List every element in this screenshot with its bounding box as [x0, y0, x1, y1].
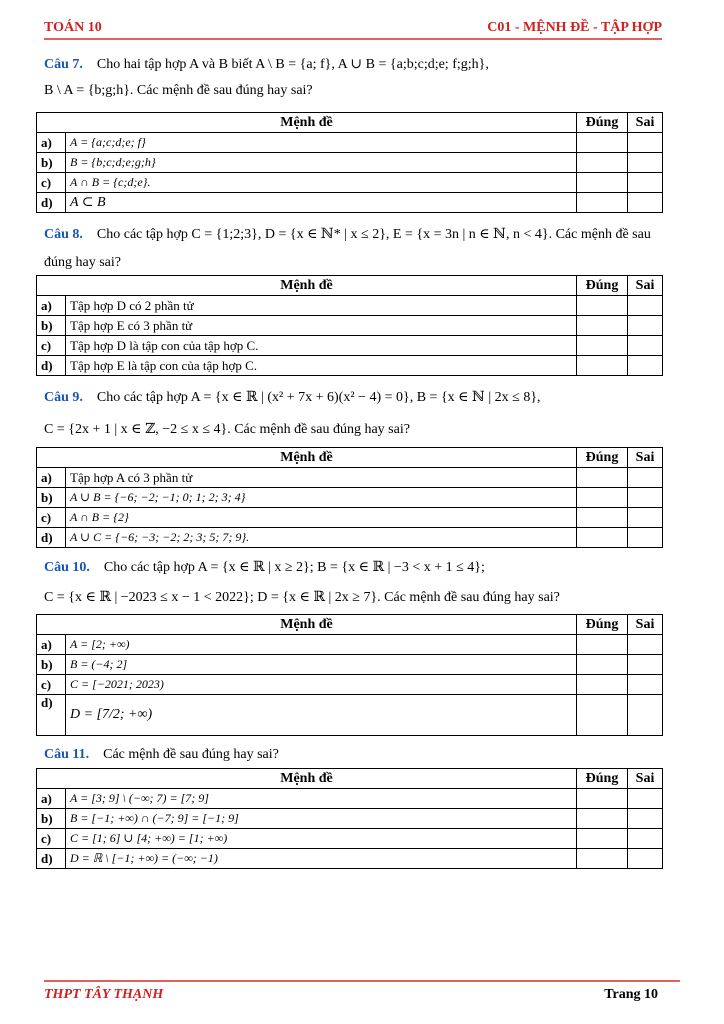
col-false: Sai: [628, 615, 663, 635]
question-number: Câu 11.: [44, 747, 90, 762]
row-statement: A ∪ B = {−6; −2; −1; 0; 1; 2; 3; 4}: [66, 488, 577, 508]
table-row: [37, 488, 663, 508]
row-statement: D = [7/2; +∞): [66, 695, 577, 736]
row-key: b): [37, 153, 66, 173]
col-statement: Mệnh đề: [37, 769, 577, 789]
row-statement: Tập hợp D có 2 phần tử: [66, 296, 577, 316]
question-text-line2: đúng hay sai?: [44, 255, 121, 270]
table-row: [37, 336, 663, 356]
col-statement: Mệnh đề: [37, 113, 577, 133]
page-header: [44, 18, 662, 40]
true-cell[interactable]: [577, 849, 628, 869]
row-key: a): [37, 468, 66, 488]
col-true: Đúng: [577, 615, 628, 635]
col-statement: Mệnh đề: [37, 615, 577, 635]
true-cell[interactable]: [577, 336, 628, 356]
table-row: [37, 655, 663, 675]
true-cell[interactable]: [577, 528, 628, 548]
table-row: [37, 356, 663, 376]
col-statement: Mệnh đề: [37, 448, 577, 468]
question-7: [44, 56, 666, 100]
row-statement: B = {b;c;d;e;g;h}: [66, 153, 577, 173]
question-text-line2: C = {2x + 1 | x ∈ ℤ, −2 ≤ x ≤ 4}. Các mệnh đề sau đúng hay sai?: [44, 422, 410, 437]
row-statement: Tập hợp A có 3 phần tử: [66, 468, 577, 488]
question-7-table: [36, 112, 663, 213]
true-cell[interactable]: [577, 675, 628, 695]
true-cell[interactable]: [577, 468, 628, 488]
col-false: Sai: [628, 769, 663, 789]
false-cell[interactable]: [628, 468, 663, 488]
question-text: Cho hai tập hợp A và B biết A \ B = {a; f}, A ∪ B = {a;b;c;d;e; f;g;h},: [96, 57, 489, 72]
table-row: [37, 508, 663, 528]
false-cell[interactable]: [628, 356, 663, 376]
question-text-line2: B \ A = {b;g;h}. Các mệnh đề sau đúng hay sai?: [44, 83, 313, 98]
row-key: c): [37, 675, 66, 695]
false-cell[interactable]: [628, 296, 663, 316]
false-cell[interactable]: [628, 849, 663, 869]
row-statement: C = [1; 6] ∪ [4; +∞) = [1; +∞): [66, 829, 577, 849]
true-cell[interactable]: [577, 133, 628, 153]
true-cell[interactable]: [577, 153, 628, 173]
table-row: [37, 468, 663, 488]
question-11-table: [36, 768, 663, 869]
true-cell[interactable]: [577, 829, 628, 849]
col-false: Sai: [628, 276, 663, 296]
false-cell[interactable]: [628, 695, 663, 736]
question-number: Câu 10.: [44, 560, 90, 575]
row-key: b): [37, 655, 66, 675]
true-cell[interactable]: [577, 695, 628, 736]
question-10: [44, 559, 666, 607]
false-cell[interactable]: [628, 316, 663, 336]
false-cell[interactable]: [628, 655, 663, 675]
row-statement: A ∩ B = {2}: [66, 508, 577, 528]
false-cell[interactable]: [628, 153, 663, 173]
question-10-table: [36, 614, 663, 736]
table-row: [37, 528, 663, 548]
table-row: [37, 829, 663, 849]
row-key: b): [37, 316, 66, 336]
row-statement: A ∩ B = {c;d;e}.: [66, 173, 577, 193]
footer-school: THPT TÂY THẠNH: [44, 987, 164, 1002]
question-text: Cho các tập hợp C = {1;2;3}, D = {x ∈ ℕ* | x ≤ 2}, E = {x = 3n | n ∈ ℕ, n < 4}. Các mệnh đề sau: [96, 227, 651, 242]
col-true: Đúng: [577, 448, 628, 468]
false-cell[interactable]: [628, 173, 663, 193]
false-cell[interactable]: [628, 675, 663, 695]
row-statement: A = [3; 9] \ (−∞; 7) = [7; 9]: [66, 789, 577, 809]
row-key: a): [37, 133, 66, 153]
row-key: c): [37, 829, 66, 849]
row-key: a): [37, 789, 66, 809]
row-key: d): [37, 528, 66, 548]
table-row: [37, 809, 663, 829]
false-cell[interactable]: [628, 528, 663, 548]
table-row: [37, 675, 663, 695]
question-text: Cho các tập hợp A = {x ∈ ℝ | (x² + 7x + 6)(x² − 4) = 0}, B = {x ∈ ℕ | 2x ≤ 8},: [96, 390, 541, 405]
col-false: Sai: [628, 113, 663, 133]
row-statement: Tập hợp D là tập con của tập hợp C.: [66, 336, 577, 356]
table-row: [37, 849, 663, 869]
true-cell[interactable]: [577, 296, 628, 316]
true-cell[interactable]: [577, 316, 628, 336]
false-cell[interactable]: [628, 635, 663, 655]
table-row: [37, 316, 663, 336]
true-cell[interactable]: [577, 193, 628, 213]
false-cell[interactable]: [628, 829, 663, 849]
false-cell[interactable]: [628, 488, 663, 508]
row-statement: A = {a;c;d;e; f}: [66, 133, 577, 153]
page-number: Trang 10: [604, 987, 658, 1002]
row-key: d): [37, 849, 66, 869]
false-cell[interactable]: [628, 789, 663, 809]
question-number: Câu 8.: [44, 227, 83, 242]
true-cell[interactable]: [577, 173, 628, 193]
false-cell[interactable]: [628, 336, 663, 356]
table-row: [37, 296, 663, 316]
table-row: [37, 193, 663, 213]
row-statement: A ∪ C = {−6; −3; −2; 2; 3; 5; 7; 9}.: [66, 528, 577, 548]
table-row: [37, 695, 663, 736]
table-row: [37, 789, 663, 809]
question-number: Câu 9.: [44, 390, 83, 405]
col-true: Đúng: [577, 113, 628, 133]
row-statement: Tập hợp E là tập con của tập hợp C.: [66, 356, 577, 376]
col-false: Sai: [628, 448, 663, 468]
question-number: Câu 7.: [44, 57, 83, 72]
table-row: [37, 173, 663, 193]
col-true: Đúng: [577, 276, 628, 296]
true-cell[interactable]: [577, 508, 628, 528]
row-key: d): [37, 356, 66, 376]
true-cell[interactable]: [577, 789, 628, 809]
table-row: [37, 133, 663, 153]
row-statement: B = [−1; +∞) ∩ (−7; 9] = [−1; 9]: [66, 809, 577, 829]
true-cell[interactable]: [577, 488, 628, 508]
page-footer: [44, 980, 680, 1010]
row-statement: A ⊂ B: [66, 193, 577, 213]
row-key: b): [37, 488, 66, 508]
table-row: [37, 635, 663, 655]
row-key: a): [37, 296, 66, 316]
header-chapter: C01 - MỆNH ĐỀ - TẬP HỢP: [487, 20, 662, 35]
row-key: b): [37, 809, 66, 829]
header-subject: TOÁN 10: [44, 20, 102, 35]
question-text: Các mệnh đề sau đúng hay sai?: [103, 747, 279, 762]
true-cell[interactable]: [577, 655, 628, 675]
true-cell[interactable]: [577, 635, 628, 655]
col-true: Đúng: [577, 769, 628, 789]
row-statement: D = ℝ \ [−1; +∞) = (−∞; −1): [66, 849, 577, 869]
false-cell[interactable]: [628, 133, 663, 153]
false-cell[interactable]: [628, 809, 663, 829]
row-statement: A = [2; +∞): [66, 635, 577, 655]
question-9-table: [36, 447, 663, 548]
row-key: c): [37, 508, 66, 528]
true-cell[interactable]: [577, 356, 628, 376]
true-cell[interactable]: [577, 809, 628, 829]
row-key: c): [37, 173, 66, 193]
row-statement: B = (−4; 2]: [66, 655, 577, 675]
col-statement: Mệnh đề: [37, 276, 577, 296]
question-9: [44, 389, 666, 439]
row-key: d): [37, 193, 66, 213]
false-cell[interactable]: [628, 508, 663, 528]
row-key: c): [37, 336, 66, 356]
question-text-line2: C = {x ∈ ℝ | −2023 ≤ x − 1 < 2022}; D = {x ∈ ℝ | 2x ≥ 7}. Các mệnh đề sau đúng hay sai?: [44, 590, 560, 605]
row-key: a): [37, 635, 66, 655]
question-8-table: [36, 275, 663, 376]
row-statement: Tập hợp E có 3 phần tử: [66, 316, 577, 336]
question-text: Cho các tập hợp A = {x ∈ ℝ | x ≥ 2}; B = {x ∈ ℝ | −3 < x + 1 ≤ 4};: [103, 560, 485, 575]
table-row: [37, 153, 663, 173]
question-11: [44, 746, 666, 764]
row-key: d): [37, 695, 66, 736]
question-8: [44, 226, 666, 272]
false-cell[interactable]: [628, 193, 663, 213]
row-statement: C = [−2021; 2023): [66, 675, 577, 695]
